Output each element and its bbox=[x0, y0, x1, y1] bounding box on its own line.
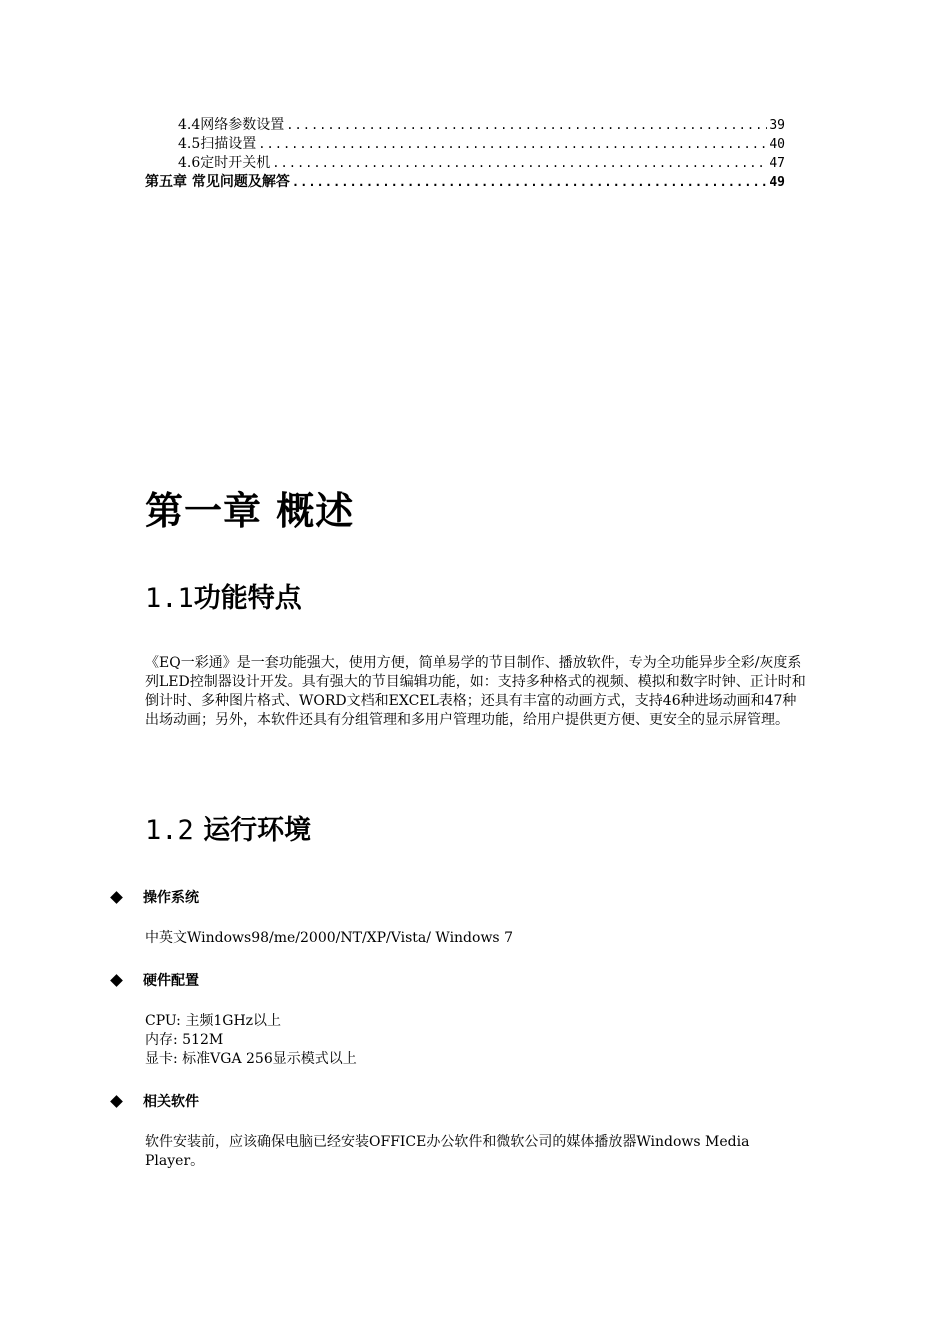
chapter-title: 第一章 概述 bbox=[145, 488, 355, 533]
section-title-text bbox=[194, 815, 311, 846]
os-requirement: 中英文Windows98/me/2000/NT/XP/Vista/ Windows 7 bbox=[145, 930, 513, 946]
toc-dot-leader bbox=[286, 116, 767, 135]
section-heading-1-1 bbox=[145, 576, 302, 615]
toc-entry-4-5[interactable] bbox=[145, 135, 785, 154]
bullet-heading: 操作系统 bbox=[143, 890, 199, 906]
toc-entry-label: 4.6定时开关机 bbox=[178, 155, 271, 171]
toc-dot-leader bbox=[258, 135, 767, 154]
bullet-heading: 相关软件 bbox=[143, 1094, 199, 1110]
diamond-bullet-icon bbox=[110, 974, 123, 987]
bullet-hardware bbox=[108, 970, 199, 990]
bullet-heading: 硬件配置 bbox=[143, 973, 199, 989]
hardware-gpu: 显卡: 标准VGA 256显示模式以上 bbox=[145, 1051, 357, 1067]
diamond-bullet-icon bbox=[110, 1095, 123, 1108]
section-number: 1.1 bbox=[145, 583, 194, 614]
toc-page-number: 49 bbox=[769, 175, 785, 190]
hardware-cpu: CPU: 主频1GHz以上 bbox=[145, 1013, 282, 1029]
section-title-label: 运行环境 bbox=[203, 815, 312, 846]
toc-entry-4-4[interactable] bbox=[145, 116, 785, 135]
toc-dot-leader bbox=[292, 173, 767, 192]
hardware-memory: 内存: 512M bbox=[145, 1032, 224, 1048]
toc-page-number: 40 bbox=[769, 137, 785, 152]
features-paragraph: 《EQ一彩通》是一套功能强大，使用方便，简单易学的节目制作、播放软件，专为全功能异步全彩/灰度系列LED控制器设计开发。具有强大的节目编辑功能，如：支持多种格式的视频、模拟和数字时钟、正计时和倒计时、多种图片格式、WORD文档和EXCEL表格；还具有丰富的动画方式，支持46种进场动画和47种出场动画；另外，本软件还具有分组管理和多用户管理功能，给用户提供更方便、更安全的显示屏管理。 bbox=[145, 655, 806, 728]
software-requirement: 软件安装前，应该确保电脑已经安装OFFICE办公软件和微软公司的媒体播放器Windows Media Player。 bbox=[145, 1134, 750, 1169]
section-heading-1-2 bbox=[145, 808, 311, 847]
toc-dot-leader bbox=[272, 154, 767, 173]
toc-page-number: 39 bbox=[769, 118, 785, 133]
toc-entry-chapter-5[interactable] bbox=[145, 173, 785, 192]
table-of-contents bbox=[145, 116, 785, 192]
toc-entry-label: 第五章 常见问题及解答 bbox=[145, 174, 290, 190]
toc-entry-label: 4.4网络参数设置 bbox=[178, 117, 285, 133]
diamond-bullet-icon bbox=[110, 891, 123, 904]
toc-entry-4-6[interactable] bbox=[145, 154, 785, 173]
bullet-software bbox=[108, 1091, 199, 1111]
bullet-os bbox=[108, 887, 199, 907]
section-title-text: 功能特点 bbox=[193, 583, 302, 614]
toc-page-number: 47 bbox=[769, 156, 785, 171]
section-number: 1.2 bbox=[145, 815, 194, 846]
toc-entry-label: 4.5扫描设置 bbox=[178, 136, 257, 152]
